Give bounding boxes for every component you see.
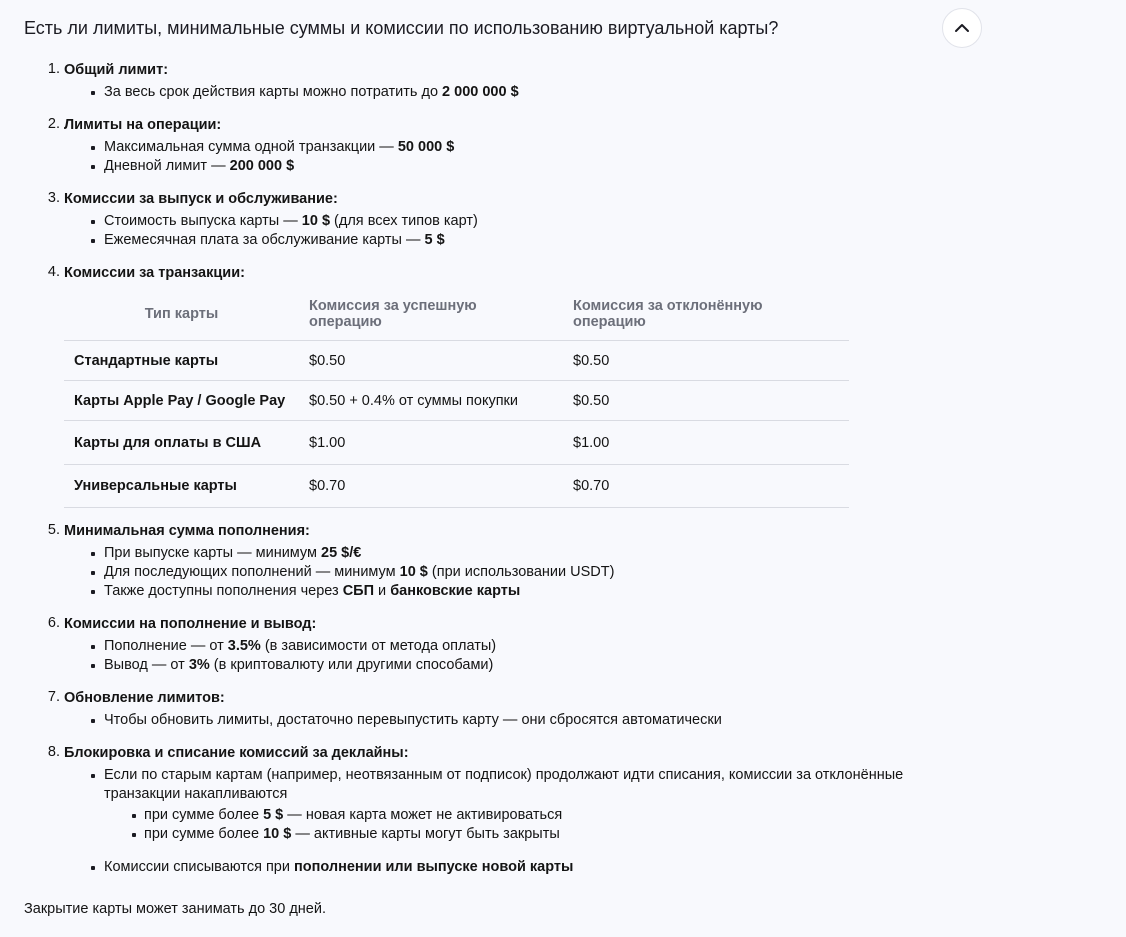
bold-text: 5 $ — [424, 232, 445, 248]
list-item — [64, 231, 984, 250]
text-run: (при использовании USDT) — [427, 564, 615, 580]
text-run: Максимальная сумма одной транзакции — — [104, 139, 398, 155]
bold-text: 50 000 $ — [397, 139, 455, 155]
bold-text: 200 000 $ — [229, 158, 295, 174]
bullet-list — [64, 83, 984, 102]
table-cell: $0.50 — [299, 341, 563, 381]
section-number: 6. — [47, 615, 60, 631]
section-limit-refresh — [24, 689, 984, 730]
section-heading: Минимальная сумма пополнения: — [64, 523, 310, 539]
list-item — [64, 766, 984, 804]
list-item — [64, 825, 984, 844]
text-run: Ежемесячная плата за обслуживание карты — — [104, 232, 425, 248]
text-run: Пополнение — от — [104, 638, 228, 654]
section-number: 4. — [47, 264, 60, 280]
table-cell: $0.50 + 0.4% от суммы покупки — [299, 381, 563, 421]
table-cell: $0.70 — [563, 465, 849, 508]
table-cell: Карты Apple Pay / Google Pay — [64, 381, 299, 421]
text-run: Если по старым картам (например, неотвязанным от подписок) продолжают идти списания, комиссии за отклонённые транзакции накапливаются — [104, 767, 904, 802]
bullet-list — [64, 138, 984, 176]
section-heading: Комиссии за выпуск и обслуживание: — [64, 191, 338, 207]
footer-note: Закрытие карты может занимать до 30 дней. — [24, 901, 327, 917]
bold-text: 10 $ — [399, 564, 428, 580]
bullet-list — [64, 711, 984, 730]
bold-text: 25 $/€ — [321, 545, 362, 561]
table-header-row — [64, 288, 849, 341]
table-cell: Карты для оплаты в США — [64, 421, 299, 465]
text-run: За весь срок действия карты можно потратить до — [104, 84, 443, 100]
bold-text: 10 $ — [301, 213, 331, 229]
bullet-list — [64, 637, 984, 675]
list-item — [64, 83, 984, 102]
list-item — [64, 806, 984, 825]
table-row — [64, 421, 849, 465]
list-item — [64, 212, 984, 231]
column-header: Комиссия за отклонённую операцию — [573, 298, 763, 330]
text-run: — активные карты могут быть закрыты — [291, 826, 560, 842]
list-item — [64, 711, 984, 730]
faq-question[interactable]: Есть ли лимиты, минимальные суммы и комиссии по использованию виртуальной карты? — [24, 18, 779, 38]
list-item — [64, 544, 984, 563]
section-number: 7. — [47, 689, 60, 705]
bullet-list — [64, 212, 984, 250]
text-run: Чтобы обновить лимиты, достаточно перевыпустить карту — они сбросятся автоматически — [104, 712, 722, 728]
text-run: Комиссии списываются при — [104, 859, 294, 875]
table-cell: $0.70 — [299, 465, 563, 508]
section-decline-fees — [24, 744, 984, 877]
list-item — [64, 858, 984, 877]
section-transaction-fees — [24, 264, 984, 508]
section-heading: Комиссии на пополнение и вывод: — [64, 616, 317, 632]
table-cell: Универсальные карты — [64, 465, 299, 508]
section-min-topup — [24, 522, 984, 601]
column-header: Тип карты — [144, 306, 219, 322]
section-number: 5. — [47, 522, 60, 538]
text-run: Вывод — от — [104, 657, 189, 673]
bold-text: пополнении или выпуске новой карты — [294, 859, 574, 875]
section-heading: Комиссии за транзакции: — [64, 265, 245, 281]
text-run: при сумме более — [144, 826, 264, 842]
bold-text: 2 000 000 $ — [442, 84, 519, 100]
text-run: Стоимость выпуска карты — — [104, 213, 302, 229]
table-cell: $0.50 — [563, 341, 849, 381]
text-run: и — [374, 583, 391, 599]
bullet-list — [64, 858, 984, 877]
faq-answer — [24, 61, 984, 877]
text-run: Дневной лимит — — [104, 158, 230, 174]
list-item — [64, 157, 984, 176]
section-number: 3. — [47, 190, 60, 206]
text-run: (в зависимости от метода оплаты) — [260, 638, 497, 654]
text-run: (для всех типов карт) — [330, 213, 478, 229]
text-run: — новая карта может не активироваться — [283, 807, 563, 823]
chevron-up-icon — [954, 23, 970, 33]
section-number: 8. — [47, 744, 60, 760]
section-topup-withdraw-fees — [24, 615, 984, 675]
bold-text: 5 $ — [263, 807, 284, 823]
section-number: 1. — [47, 61, 60, 77]
table-cell: $1.00 — [563, 421, 849, 465]
bullet-list — [64, 766, 984, 804]
table-cell: Стандартные карты — [64, 341, 299, 381]
sub-bullet-list — [64, 806, 984, 844]
bold-text: СБП — [342, 583, 375, 599]
section-total-limit — [24, 61, 984, 102]
text-run: (в криптовалюту или другими способами) — [209, 657, 494, 673]
section-heading: Обновление лимитов: — [64, 690, 225, 706]
bold-text: 3.5% — [227, 638, 261, 654]
bold-text: 10 $ — [263, 826, 292, 842]
section-operation-limits — [24, 116, 984, 176]
section-number: 2. — [47, 116, 60, 132]
table-cell: $1.00 — [299, 421, 563, 465]
column-header: Комиссия за успешную операцию — [309, 298, 477, 330]
list-item — [64, 138, 984, 157]
section-heading: Общий лимит: — [64, 62, 169, 78]
text-run: при сумме более — [144, 807, 264, 823]
section-heading: Блокировка и списание комиссий за деклайны: — [64, 745, 409, 761]
list-item — [64, 656, 984, 675]
bullet-list — [64, 544, 984, 601]
bold-text: 3% — [188, 657, 210, 673]
table-cell: $0.50 — [563, 381, 849, 421]
fees-table — [64, 288, 849, 508]
text-run: Также доступны пополнения через — [104, 583, 343, 599]
section-heading: Лимиты на операции: — [64, 117, 222, 133]
text-run: При выпуске карты — минимум — [104, 545, 322, 561]
list-item — [64, 582, 984, 601]
list-item — [64, 563, 984, 582]
table-row — [64, 465, 849, 508]
section-issue-fees — [24, 190, 984, 250]
table-row — [64, 341, 849, 381]
text-run: Для последующих пополнений — минимум — [104, 564, 400, 580]
bold-text: банковские карты — [390, 583, 521, 599]
list-item — [64, 637, 984, 656]
collapse-toggle-button[interactable] — [942, 8, 982, 48]
table-row — [64, 381, 849, 421]
